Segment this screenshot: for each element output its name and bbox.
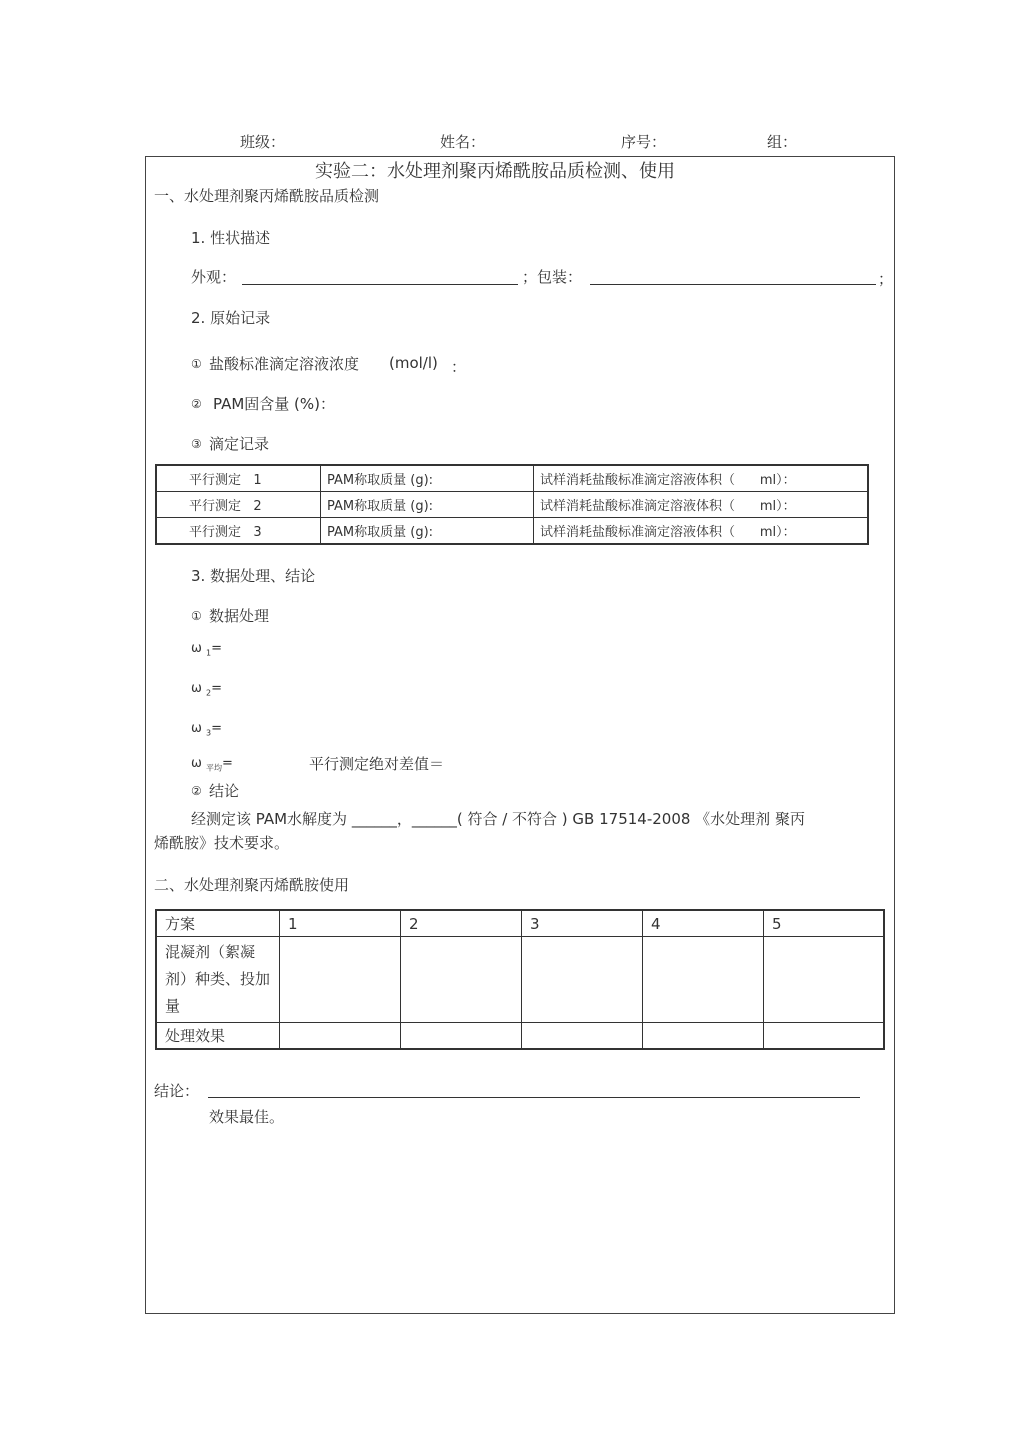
data-cell[interactable] (280, 937, 401, 1023)
rec2-marker: ② (191, 397, 202, 411)
name-label: 姓名： (440, 133, 486, 151)
data-cell[interactable] (643, 937, 764, 1023)
conclusion-marker: ② (191, 784, 202, 798)
item3-heading: 3. 数据处理、结论 (191, 567, 316, 585)
header-cell: 方案 (156, 910, 280, 937)
titration-table (155, 464, 869, 545)
appearance-label: 外观： (191, 268, 237, 286)
rec1-label: 盐酸标准滴定溶液浓度 (209, 355, 360, 373)
appearance-field[interactable] (242, 284, 518, 285)
abs-diff-label: 平行测定绝对差值＝ (309, 755, 445, 773)
rec1-marker: ① (191, 357, 202, 371)
effect-label: 处理效果 (156, 1023, 280, 1050)
row-label: 平行测定 1 (156, 465, 321, 492)
page-title: 实验二：水处理剂聚丙烯酰胺品质检测、使用 (315, 161, 675, 182)
rec3-marker: ③ (191, 437, 202, 451)
final-conclusion-suffix: 效果最佳。 (209, 1108, 285, 1126)
table-row (156, 492, 868, 518)
omega-avg: ω $_{平均}$= (191, 756, 233, 773)
section2-heading: 二、水处理剂聚丙烯酰胺使用 (154, 876, 350, 894)
row-label: 平行测定 2 (156, 492, 321, 518)
data-cell[interactable] (401, 1023, 522, 1050)
mass-cell[interactable]: PAM称取质量 (g): (321, 465, 534, 492)
table-row (156, 937, 884, 1023)
section1-heading: 一、水处理剂聚丙烯酰胺品质检测 (154, 187, 380, 205)
package-label: ；包装： (522, 268, 583, 286)
item2-heading: 2. 原始记录 (191, 309, 271, 327)
conclusion-label: 结论 (209, 782, 240, 800)
header-cell: 5 (764, 910, 885, 937)
conclusion-text-line1: 经测定该 PAM水解度为 ______，______( 符合 / 不符合 ) GB 17514-2008 《水处理剂 聚丙 (191, 810, 805, 828)
header-cell: 4 (643, 910, 764, 937)
coagulant-label: 混凝剂（絮凝剂）种类、投加量 (156, 937, 280, 1023)
end-semicolon: ； (878, 270, 894, 288)
data-cell[interactable] (764, 1023, 885, 1050)
dp-marker: ① (191, 609, 202, 623)
mass-cell[interactable]: PAM称取质量 (g): (321, 492, 534, 518)
table-row (156, 518, 868, 545)
volume-cell[interactable]: 试样消耗盐酸标准滴定溶液体积（ ml）： (534, 518, 869, 545)
data-cell[interactable] (643, 1023, 764, 1050)
conclusion-text-line2: 烯酰胺》技术要求。 (154, 834, 290, 852)
mass-cell[interactable]: PAM称取质量 (g): (321, 518, 534, 545)
group-label: 组： (767, 133, 798, 151)
header-cell: 3 (522, 910, 643, 937)
data-cell[interactable] (764, 937, 885, 1023)
rec1-colon: ： (451, 358, 467, 376)
row-label: 平行测定 3 (156, 518, 321, 545)
final-conclusion-label: 结论： (154, 1082, 200, 1100)
table-row (156, 1023, 884, 1050)
package-field[interactable] (590, 284, 876, 285)
rec2-label: PAM固含量 (%)： (213, 395, 336, 413)
data-cell[interactable] (280, 1023, 401, 1050)
omega1: ω $_1$= (191, 641, 223, 658)
omega2: ω $_2$= (191, 681, 223, 698)
volume-cell[interactable]: 试样消耗盐酸标准滴定溶液体积（ ml）： (534, 465, 869, 492)
dp-label: 数据处理 (209, 607, 270, 625)
final-conclusion-field[interactable] (208, 1097, 860, 1098)
usage-table (155, 909, 885, 1050)
data-cell[interactable] (522, 937, 643, 1023)
volume-cell[interactable]: 试样消耗盐酸标准滴定溶液体积（ ml）： (534, 492, 869, 518)
data-cell[interactable] (522, 1023, 643, 1050)
data-cell[interactable] (401, 937, 522, 1023)
rec1-unit: (mol/l) (389, 354, 438, 372)
table-row (156, 465, 868, 492)
rec3-label: 滴定记录 (209, 435, 270, 453)
item1-heading: 1. 性状描述 (191, 229, 271, 247)
class-label: 班级： (240, 133, 286, 151)
header-cell: 1 (280, 910, 401, 937)
header-cell: 2 (401, 910, 522, 937)
seq-label: 序号： (621, 133, 667, 151)
omega3: ω $_3$= (191, 721, 223, 738)
table-row (156, 910, 884, 937)
form-frame (145, 156, 895, 1314)
